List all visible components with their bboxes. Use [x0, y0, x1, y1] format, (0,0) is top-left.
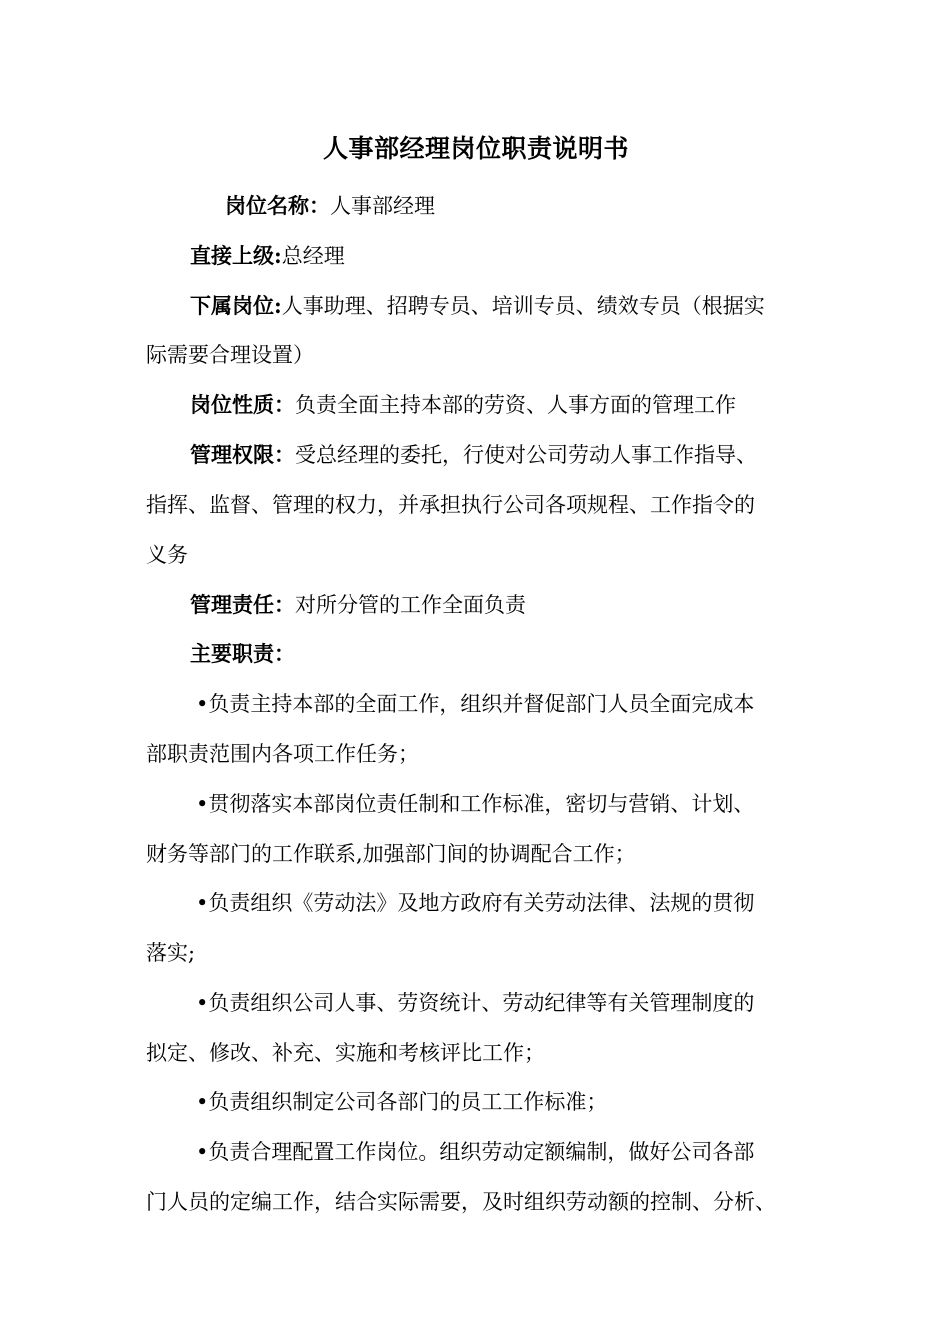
- position-name-value: 人事部经理: [330, 194, 435, 218]
- duty-item: •负责合理配置工作岗位。组织劳动定额编制，做好公司各部: [196, 1140, 755, 1164]
- subordinate-positions-value: 人事助理、招聘专员、培训专员、绩效专员（根据实: [281, 294, 765, 318]
- duty-item-continuation: 拟定、修改、补充、实施和考核评比工作；: [146, 1041, 545, 1065]
- main-duties-heading: 主要职责：: [190, 641, 295, 666]
- position-nature-value: 负责全面主持本部的劳资、人事方面的管理工作: [295, 393, 736, 417]
- subordinate-positions-label: 下属岗位:: [190, 293, 282, 318]
- position-name-label: 岗位名称：: [225, 193, 330, 218]
- duty-item: •贯彻落实本部岗位责任制和工作标准，密切与营销、计划、: [196, 792, 755, 816]
- management-authority-continuation-2: 义务: [146, 543, 188, 567]
- subordinate-positions-line: [146, 281, 806, 331]
- direct-superior-value: 总经理: [281, 244, 345, 268]
- duty-item: •负责组织制定公司各部门的员工工作标准；: [196, 1090, 608, 1114]
- management-responsibility-value: 对所分管的工作全面负责: [295, 593, 526, 617]
- management-authority-value: 受总经理的委托，行使对公司劳动人事工作指导、: [295, 443, 757, 467]
- management-responsibility-label: 管理责任：: [190, 592, 295, 617]
- duty-item-continuation: 门人员的定编工作，结合实际需要，及时组织劳动额的控制、分析、: [146, 1190, 776, 1214]
- management-responsibility-line: [146, 580, 806, 630]
- duty-item: •负责组织公司人事、劳资统计、劳动纪律等有关管理制度的: [196, 991, 755, 1015]
- subordinate-positions-continuation: 际需要合理设置）: [146, 343, 314, 367]
- duty-item: •负责主持本部的全面工作，组织并督促部门人员全面完成本: [196, 692, 755, 716]
- management-authority-label: 管理权限：: [190, 442, 295, 467]
- direct-superior-line: [146, 231, 806, 281]
- duty-item: •负责组织《劳动法》及地方政府有关劳动法律、法规的贯彻: [196, 891, 755, 915]
- direct-superior-label: 直接上级:: [190, 243, 282, 268]
- document-title: 人事部经理岗位职责说明书: [322, 134, 629, 163]
- duty-item-continuation: 落实;: [146, 941, 196, 965]
- management-authority-line: [146, 430, 806, 480]
- position-nature-line: [146, 380, 806, 430]
- duty-item-continuation: 财务等部门的工作联系,加强部门间的协调配合工作；: [146, 842, 636, 866]
- position-nature-label: 岗位性质：: [190, 392, 295, 417]
- duty-item-continuation: 部职责范围内各项工作任务；: [146, 742, 419, 766]
- management-authority-continuation: 指挥、监督、管理的权力，并承担执行公司各项规程、工作指令的: [146, 493, 755, 517]
- position-name-line: [146, 181, 806, 231]
